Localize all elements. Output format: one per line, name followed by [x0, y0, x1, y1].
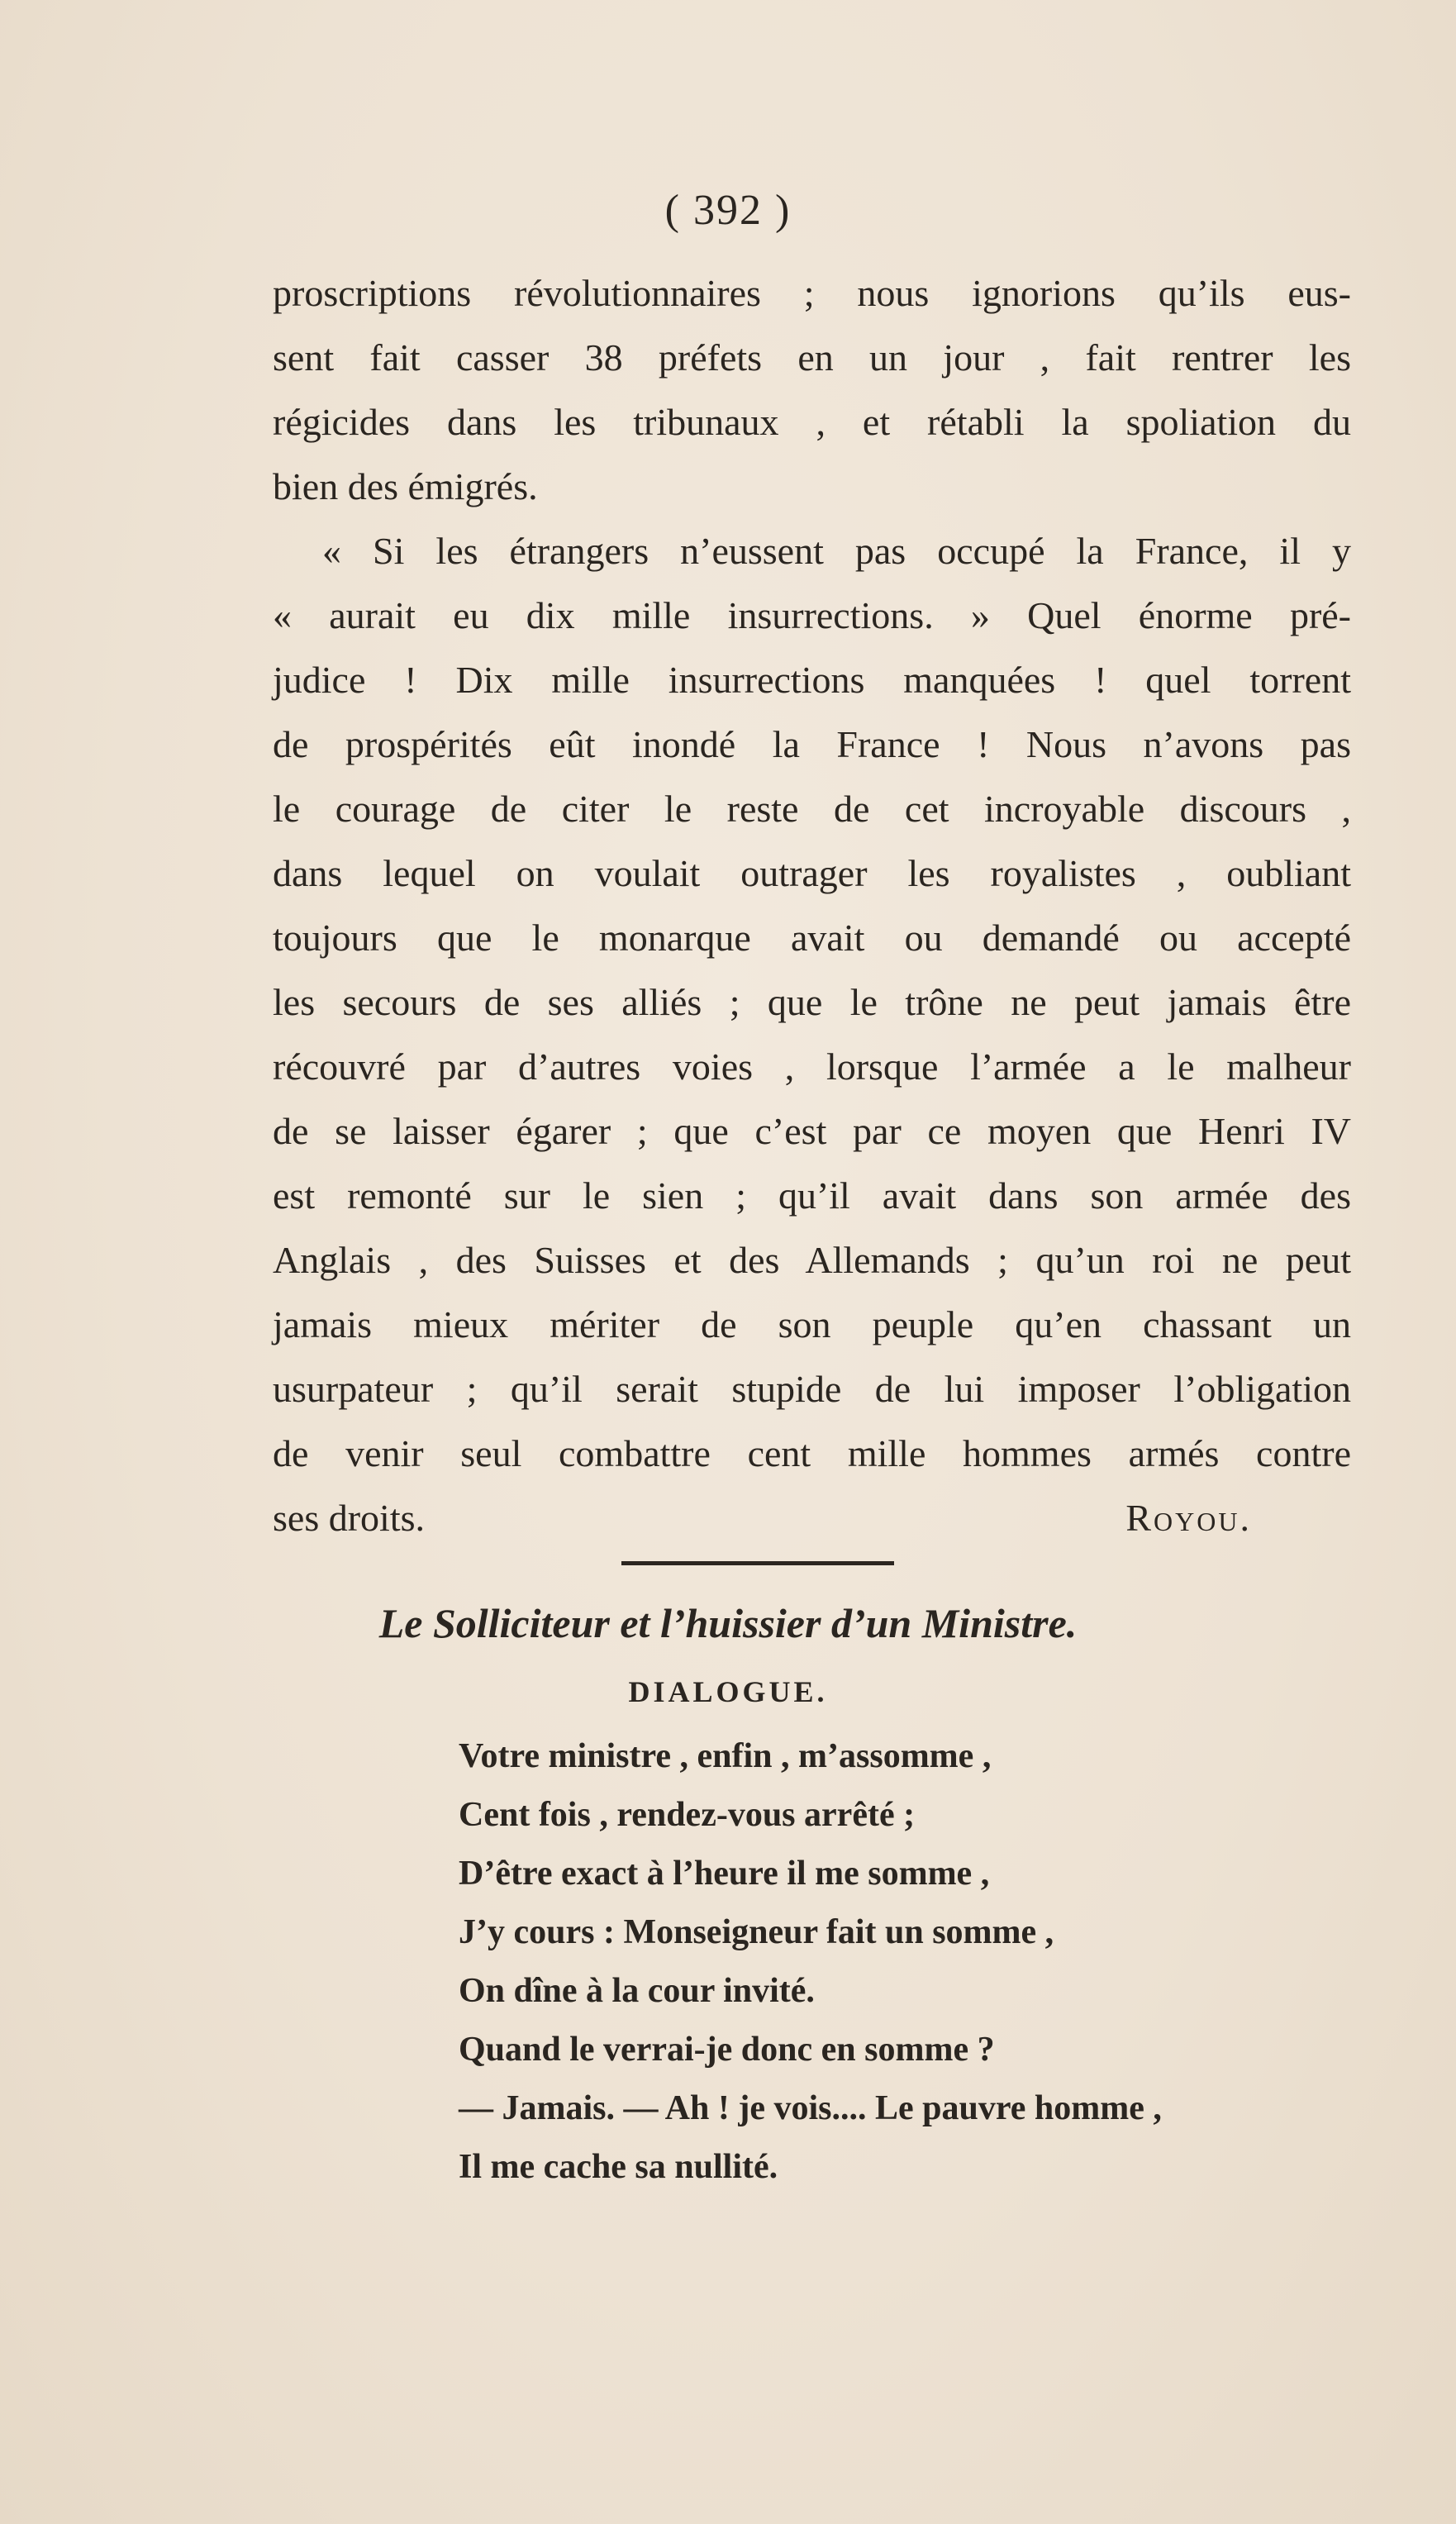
poem-title: Le Solliciteur et l’huissier d’un Ministre.: [378, 1600, 1078, 1646]
body-line: jamais mieux mériter de son peuple qu’en chassant un: [273, 1303, 1351, 1345]
body-line: « aurait eu dix mille insurrections. » Quel énorme pré-: [273, 594, 1351, 636]
body-line: est remonté sur le sien ; qu’il avait dans son armée des: [273, 1174, 1351, 1217]
body-line: « Si les étrangers n’eussent pas occupé la France, il y: [322, 530, 1351, 572]
body-line: de venir seul combattre cent mille hommes armés contre: [273, 1432, 1351, 1474]
poem-verse: J’y cours : Monseigneur fait un somme ,: [459, 1913, 1054, 1951]
body-line: toujours que le monarque avait ou demandé ou accepté: [273, 917, 1351, 959]
poem-verse: On dîne à la cour invité.: [459, 1972, 815, 2010]
poem-verse: D’être exact à l’heure il me somme ,: [459, 1855, 990, 1893]
page-number: ( 392 ): [664, 187, 792, 234]
poem-verse: Quand le verrai-je donc en somme ?: [459, 2031, 995, 2069]
author-signature: Royou.: [1125, 1497, 1252, 1539]
body-line: judice ! Dix mille insurrections manquées ! quel torrent: [273, 659, 1351, 701]
body-line: sent fait casser 38 préfets en un jour , fait rentrer les: [273, 336, 1351, 379]
poem: [459, 1727, 1326, 2197]
body-line: les secours de ses alliés ; que le trône ne peut jamais être: [273, 981, 1351, 1023]
body-last-line: ses droits.: [273, 1497, 425, 1539]
body-text: [273, 261, 1351, 1550]
body-line: dans lequel on voulait outrager les royalistes , oubliant: [273, 852, 1351, 894]
body-line: bien des émigrés.: [273, 465, 538, 507]
body-line: proscriptions révolutionnaires ; nous ignorions qu’ils eus-: [273, 272, 1351, 314]
section-divider: [621, 1561, 894, 1565]
body-line: récouvré par d’autres voies , lorsque l’armée a le malheur: [273, 1045, 1351, 1088]
poem-verse: Cent fois , rendez-vous arrêté ;: [459, 1796, 916, 1834]
body-line: de se laisser égarer ; que c’est par ce moyen que Henri IV: [273, 1110, 1351, 1152]
poem-verse: Votre ministre , enfin , m’assomme ,: [459, 1737, 992, 1775]
poem-verse: — Jamais. — Ah ! je vois.... Le pauvre homme ,: [459, 2089, 1162, 2127]
body-line: usurpateur ; qu’il serait stupide de lui imposer l’obligation: [273, 1368, 1351, 1410]
signature-line: [273, 1486, 1351, 1550]
poem-subtitle: DIALOGUE.: [628, 1675, 828, 1708]
body-line: Anglais , des Suisses et des Allemands ; qu’un roi ne peut: [273, 1239, 1351, 1281]
body-line: le courage de citer le reste de cet incroyable discours ,: [273, 788, 1351, 830]
body-line: de prospérités eût inondé la France ! Nous n’avons pas: [273, 723, 1351, 765]
body-line: régicides dans les tribunaux , et rétabli la spoliation du: [273, 401, 1351, 443]
poem-verse: Il me cache sa nullité.: [459, 2148, 778, 2186]
